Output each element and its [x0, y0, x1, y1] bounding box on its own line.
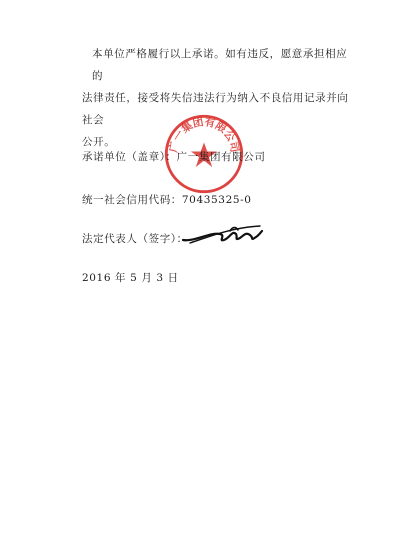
seal-label: 承诺单位（盖章）：: [82, 151, 177, 163]
handwritten-signature: [180, 222, 264, 248]
commitment-line-1: 本单位严格履行以上承诺。如有违反，愿意承担相应的: [92, 48, 348, 82]
credit-code-value: 70435325-0: [181, 194, 252, 206]
credit-code-label: 统一社会信用代码：: [82, 194, 182, 206]
commitment-line-3: 公开。: [82, 136, 116, 148]
seal-field: [82, 149, 265, 164]
representative-field: [82, 231, 188, 246]
seal-text: 广一集团有限公司: [166, 115, 242, 154]
representative-label: 法定代表人（签字）：: [82, 233, 188, 245]
credit-code-field: [82, 192, 252, 207]
seal-company-name: 广一集团有限公司: [176, 151, 266, 163]
date-line: 2016 年 5 月 3 日: [82, 272, 179, 284]
commitment-line-2: 法律责任，接受将失信违法行为纳入不良信用记录并向社会: [82, 92, 349, 126]
